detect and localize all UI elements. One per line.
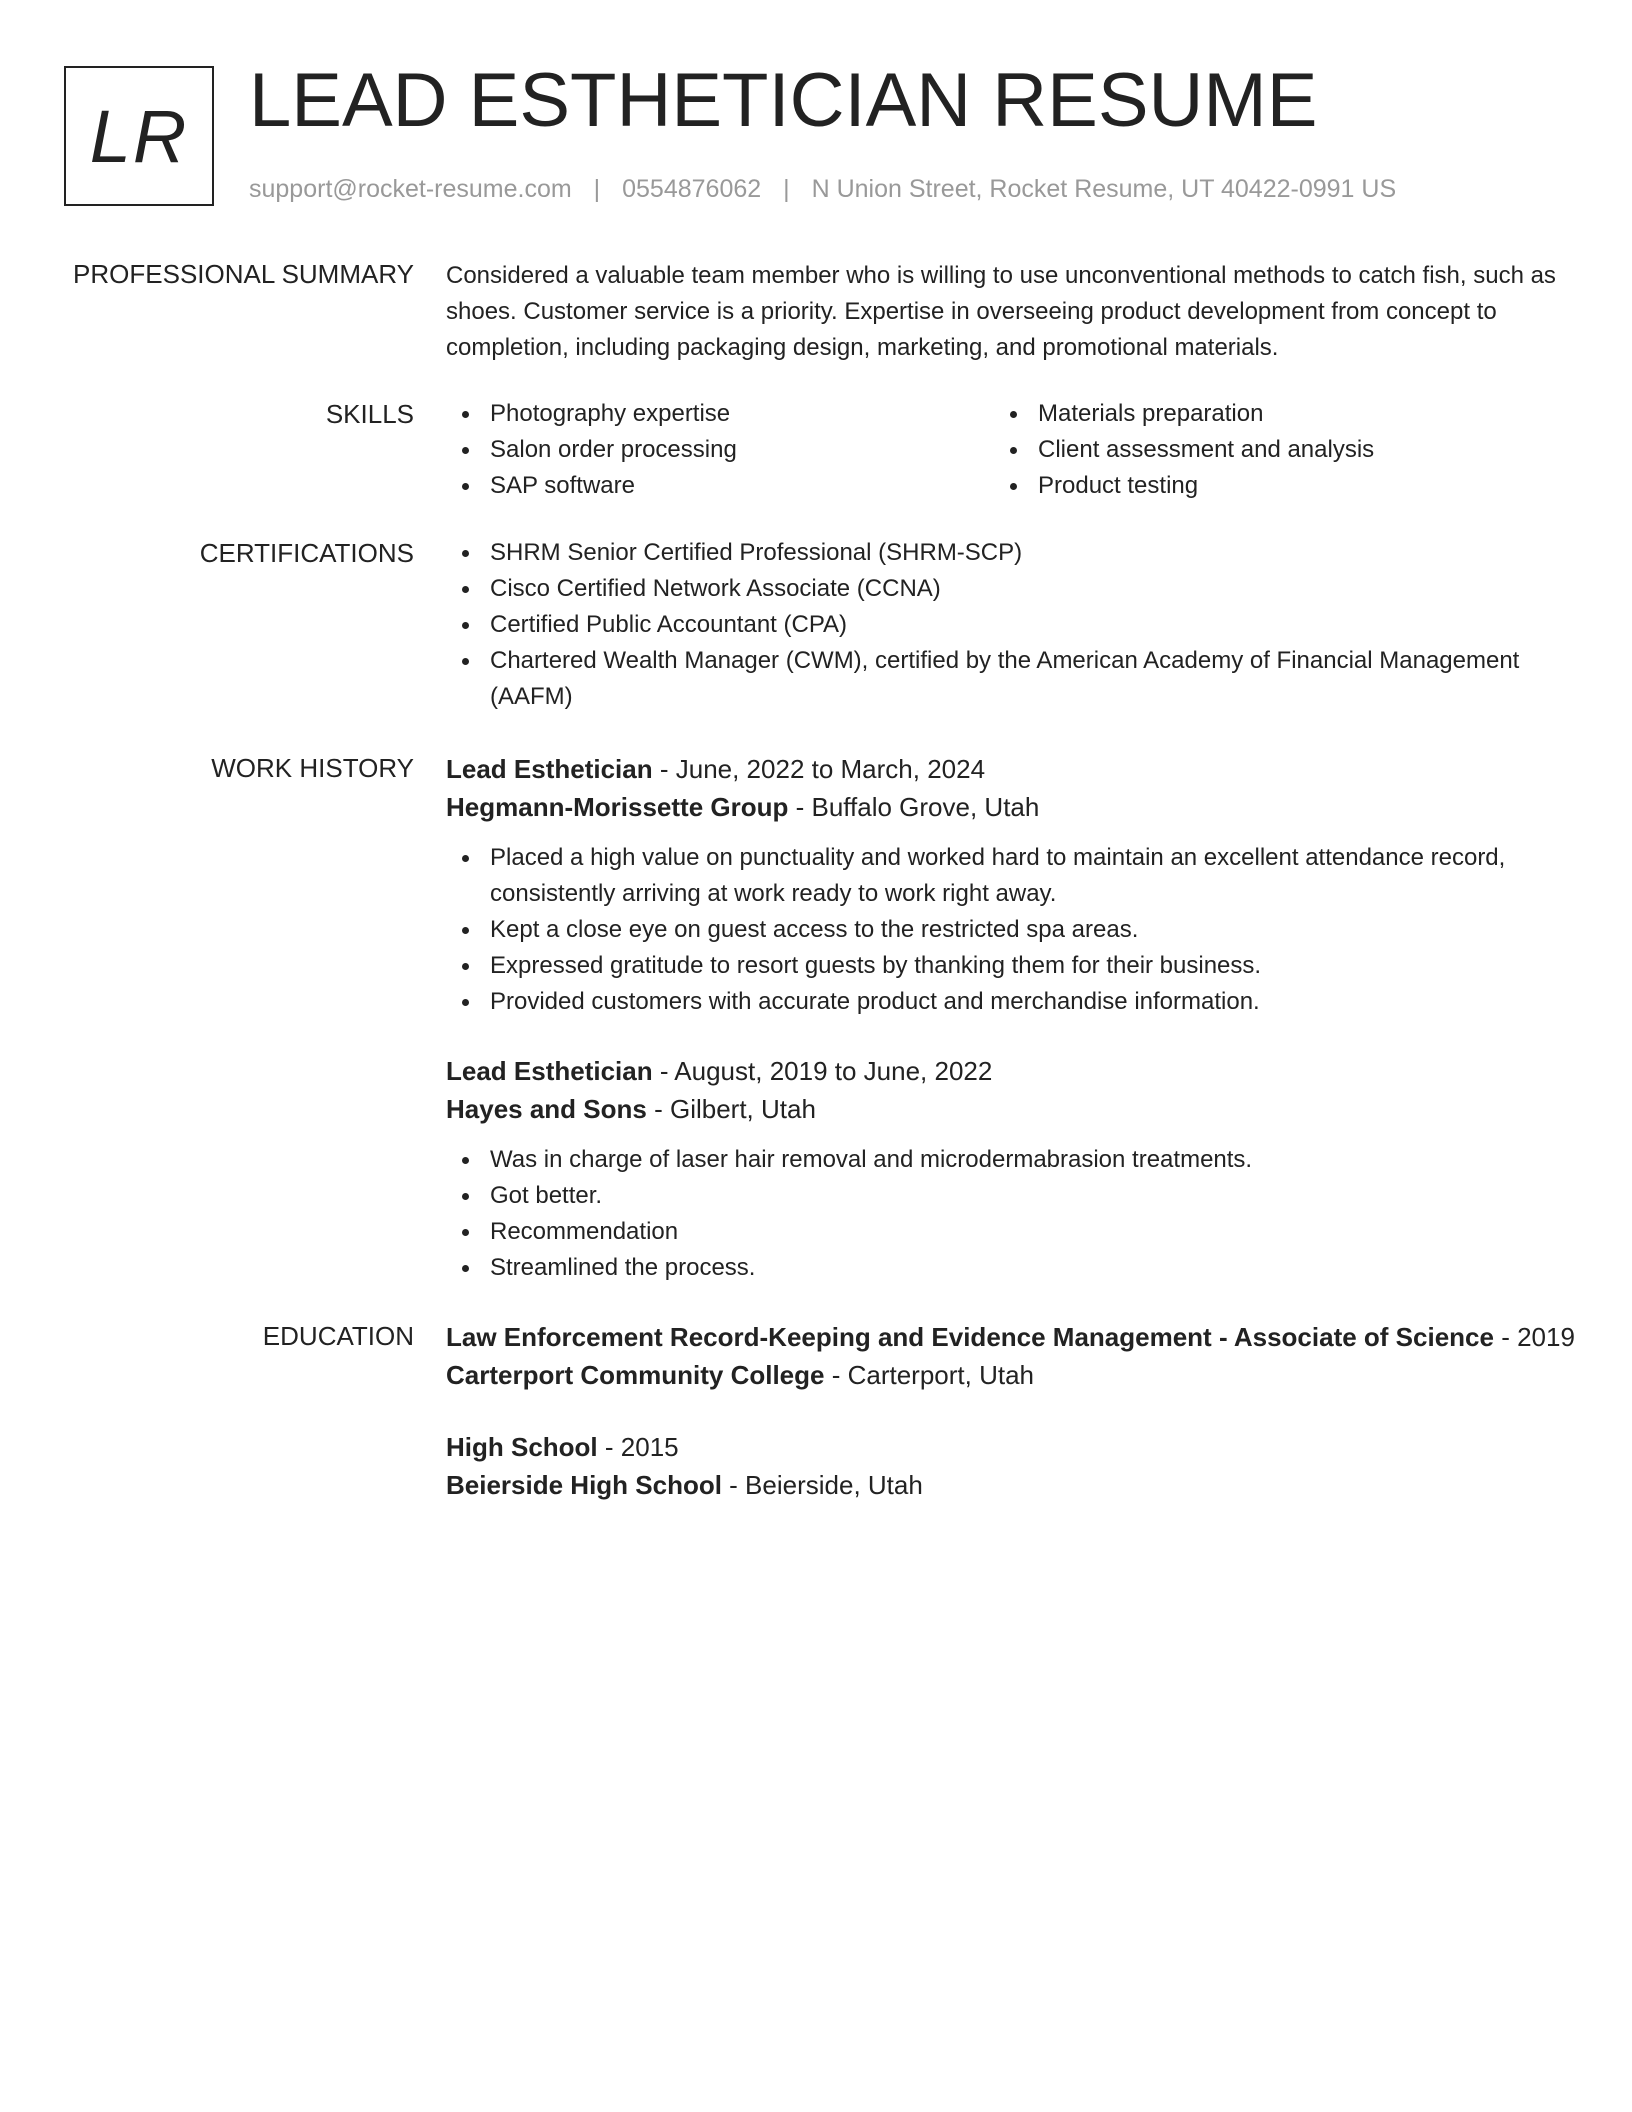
skills-body [446,396,1556,504]
monogram-logo [64,66,214,206]
education-year: - 2019 [1493,1322,1575,1352]
section-label-work-history: WORK HISTORY [211,753,414,783]
summary-text: Considered a valuable team member who is willing to use unconventional methods to catch fish, such as shoes. Customer service is a priority. Expertise in overseeing product development from concept to completion, including packaging design, marketing, and promotional materials. [446,262,1556,361]
certification-item: Cisco Certified Network Associate (CCNA) [446,571,1556,607]
section-label-summary: PROFESSIONAL SUMMARY [73,259,414,289]
certification-item: Certified Public Accountant (CPA) [446,607,1556,643]
contact-phone: 0554876062 [622,175,762,203]
job-bullet: Placed a high value on punctuality and worked hard to maintain an excellent attendance record, consistently arriving at work ready to work right away. [446,840,1556,912]
education-school: Beierside High School [446,1470,722,1500]
job-bullet: Streamlined the process. [446,1250,1556,1286]
skill-item: SAP software [446,468,994,504]
job-company: Hegmann-Morissette Group [446,792,789,822]
education-year: - 2015 [597,1432,679,1462]
job-title: Lead Esthetician [446,1056,653,1086]
certification-item: SHRM Senior Certified Professional (SHRM-SCP) [446,535,1556,571]
monogram-text: LR [89,94,189,178]
job-title-line [446,750,1556,788]
job-bullets [446,840,1556,1020]
job-bullet: Got better. [446,1178,1556,1214]
job-company: Hayes and Sons [446,1094,647,1124]
job-dates: - August, 2019 to June, 2022 [652,1056,993,1086]
skills-list-right [994,396,1542,504]
contact-separator: | [783,175,790,203]
job-entry [446,750,1556,1020]
education-school-line [446,1466,1556,1504]
resume-title: LEAD ESTHETICIAN RESUME [249,58,1318,143]
skills-list-left [446,396,994,504]
job-dates: - June, 2022 to March, 2024 [652,754,986,784]
education-degree: High School [446,1432,598,1462]
job-title-line [446,1052,1556,1090]
education-school: Carterport Community College [446,1360,825,1390]
job-location: - Gilbert, Utah [646,1094,816,1124]
education-location: - Carterport, Utah [824,1360,1035,1390]
job-bullet: Kept a close eye on guest access to the restricted spa areas. [446,912,1556,948]
certification-item: Chartered Wealth Manager (CWM), certified by the American Academy of Financial Management (AAFM) [446,643,1556,715]
skill-item: Salon order processing [446,432,994,468]
job-bullets [446,1142,1556,1286]
education-body [446,1318,1575,1538]
certifications-body [446,535,1556,715]
summary-body [446,258,1556,366]
education-entry [446,1318,1575,1394]
section-label-skills: SKILLS [325,399,414,429]
section-label-education: EDUCATION [262,1321,414,1351]
certifications-list [446,535,1556,715]
job-entry [446,1052,1556,1286]
skill-item: Product testing [994,468,1542,504]
contact-address: N Union Street, Rocket Resume, UT 40422-0991 US [811,175,1397,203]
job-bullet: Was in charge of laser hair removal and microdermabrasion treatments. [446,1142,1556,1178]
job-bullet: Recommendation [446,1214,1556,1250]
contact-line [249,174,1396,204]
skill-item: Photography expertise [446,396,994,432]
education-school-line [446,1356,1556,1394]
job-bullet: Provided customers with accurate product and merchandise information. [446,984,1556,1020]
skill-item: Client assessment and analysis [994,432,1542,468]
work-history-body [446,750,1556,1318]
section-label-certifications: CERTIFICATIONS [199,538,414,568]
contact-email: support@rocket-resume.com [249,175,572,203]
education-degree-line [446,1318,1575,1356]
job-title: Lead Esthetician [446,754,653,784]
contact-separator: | [593,175,601,203]
education-degree-line [446,1428,1556,1466]
education-entry [446,1428,1556,1504]
skill-item: Materials preparation [994,396,1542,432]
education-degree: Law Enforcement Record-Keeping and Evidence Management - Associate of Science [446,1322,1494,1352]
education-location: - Beierside, Utah [721,1470,923,1500]
job-company-line [446,788,1556,826]
job-bullet: Expressed gratitude to resort guests by thanking them for their business. [446,948,1556,984]
job-location: - Buffalo Grove, Utah [788,792,1040,822]
job-company-line [446,1090,1556,1128]
